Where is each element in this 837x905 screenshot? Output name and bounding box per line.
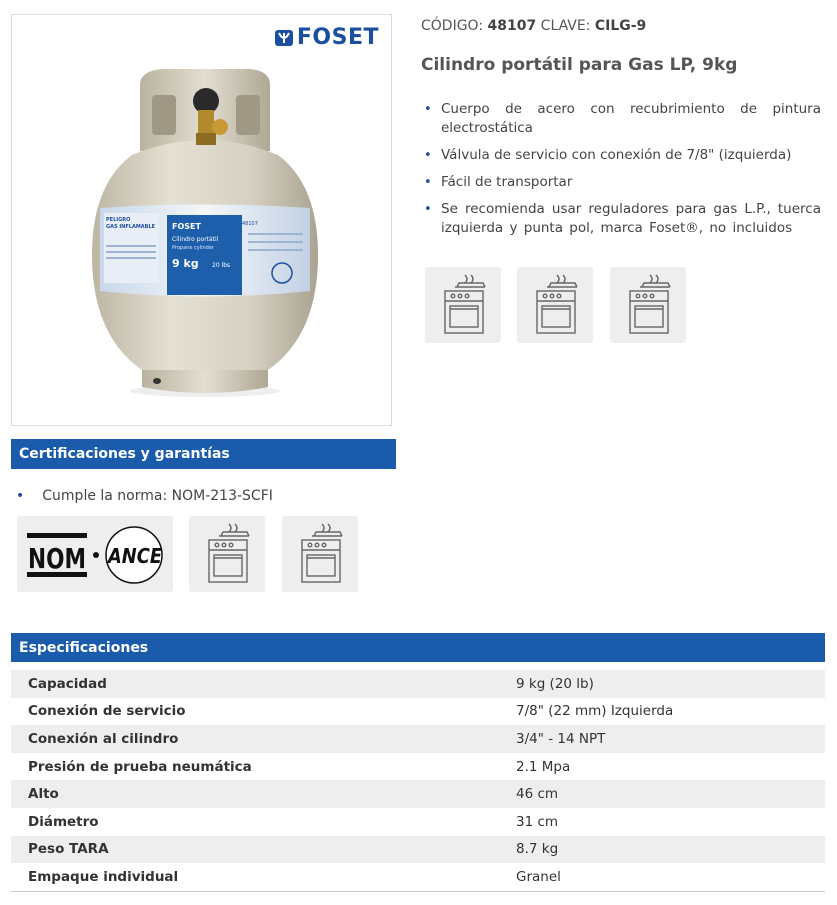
table-row bbox=[11, 725, 825, 753]
label-weight-lbs: 20 lbs bbox=[212, 262, 231, 269]
spec-key: Empaque individual bbox=[28, 868, 179, 885]
bullet-icon: • bbox=[16, 488, 25, 504]
spec-value: 3/4" - 14 NPT bbox=[500, 725, 825, 753]
gas-stove-icon bbox=[517, 267, 593, 343]
spec-value: 7/8" (22 mm) Izquierda bbox=[516, 703, 674, 720]
feature-list bbox=[421, 100, 821, 246]
spec-key: Alto bbox=[11, 780, 500, 808]
specifications-heading-text: Especificaciones bbox=[19, 639, 149, 656]
gas-stove-icon bbox=[425, 267, 501, 343]
feature-icon-tile bbox=[610, 267, 686, 343]
codigo-label: CÓDIGO: bbox=[421, 18, 484, 34]
nom-ance-logo-graphic bbox=[17, 516, 173, 592]
certifications-heading-text: Certificaciones y garantías bbox=[19, 446, 230, 462]
clave-label: CLAVE: bbox=[540, 18, 591, 34]
certification-icon-tile bbox=[282, 516, 358, 592]
brand-logo bbox=[274, 25, 379, 50]
brand-name: FOSET bbox=[296, 25, 379, 50]
table-row bbox=[11, 863, 825, 891]
spec-value: 2.1 Mpa bbox=[516, 758, 571, 775]
label-subtitle: Propane cylinder bbox=[172, 245, 214, 251]
spec-value: 8.7 kg bbox=[500, 836, 825, 864]
label-warning-2: GAS INFLAMABLE bbox=[106, 224, 156, 230]
certifications-heading bbox=[11, 439, 396, 469]
spec-value: 46 cm bbox=[500, 780, 825, 808]
foset-logo-icon bbox=[274, 28, 294, 48]
certification-text: Cumple la norma: NOM-213-SCFI bbox=[42, 488, 273, 504]
label-weight: 9 kg bbox=[172, 257, 199, 270]
spec-key: Peso TARA bbox=[11, 836, 500, 864]
spec-value: 9 kg (20 lb) bbox=[500, 670, 825, 698]
product-codes bbox=[421, 18, 646, 34]
feature-icon-tile bbox=[517, 267, 593, 343]
spec-key: Capacidad bbox=[11, 670, 500, 698]
spec-value: 31 cm bbox=[516, 813, 559, 830]
table-row bbox=[11, 670, 825, 698]
spec-key: Conexión al cilindro bbox=[11, 725, 500, 753]
table-row bbox=[11, 836, 825, 864]
gas-cylinder-image bbox=[12, 15, 393, 427]
table-row bbox=[11, 780, 825, 808]
feature-item: • Cuerpo de acero con recubrimiento de pintura electrostática bbox=[421, 100, 821, 138]
spec-value: Granel bbox=[516, 868, 561, 885]
feature-item: • Se recomienda usar reguladores para gas L.P., tuerca izquierda y punta pol, marca Foset®, no incluidos bbox=[421, 200, 821, 238]
specifications-heading bbox=[11, 633, 825, 662]
table-divider bbox=[11, 891, 825, 892]
label-code: 48107 bbox=[242, 221, 258, 227]
table-row bbox=[11, 808, 825, 836]
gas-stove-icon bbox=[282, 516, 358, 592]
spec-key: Presión de prueba neumática bbox=[28, 758, 252, 775]
spec-key: Conexión de servicio bbox=[28, 703, 186, 720]
label-title: Cilindro portátil bbox=[172, 236, 219, 243]
table-row bbox=[11, 698, 825, 726]
label-warning-1: PELIGRO bbox=[106, 217, 131, 223]
product-image-panel bbox=[11, 14, 392, 426]
feature-item: • Válvula de servicio con conexión de 7/8" (izquierda) bbox=[421, 146, 821, 165]
nom-ance-logo bbox=[17, 516, 173, 592]
feature-item: • Fácil de transportar bbox=[421, 173, 821, 192]
gas-stove-icon bbox=[189, 516, 265, 592]
product-title: Cilindro portátil para Gas LP, 9kg bbox=[421, 55, 738, 75]
spec-key: Diámetro bbox=[28, 813, 99, 830]
ance-logo-text: ANCE bbox=[106, 544, 163, 568]
label-brand: FOSET bbox=[172, 222, 201, 231]
certification-icon-tile bbox=[189, 516, 265, 592]
feature-icon-tile bbox=[425, 267, 501, 343]
specifications-table bbox=[11, 670, 825, 891]
clave-value: CILG-9 bbox=[594, 18, 647, 34]
codigo-value: 48107 bbox=[487, 18, 537, 34]
gas-stove-icon bbox=[610, 267, 686, 343]
nom-logo-text: NOM bbox=[28, 542, 86, 575]
table-row bbox=[11, 753, 825, 781]
certification-item bbox=[16, 488, 273, 504]
